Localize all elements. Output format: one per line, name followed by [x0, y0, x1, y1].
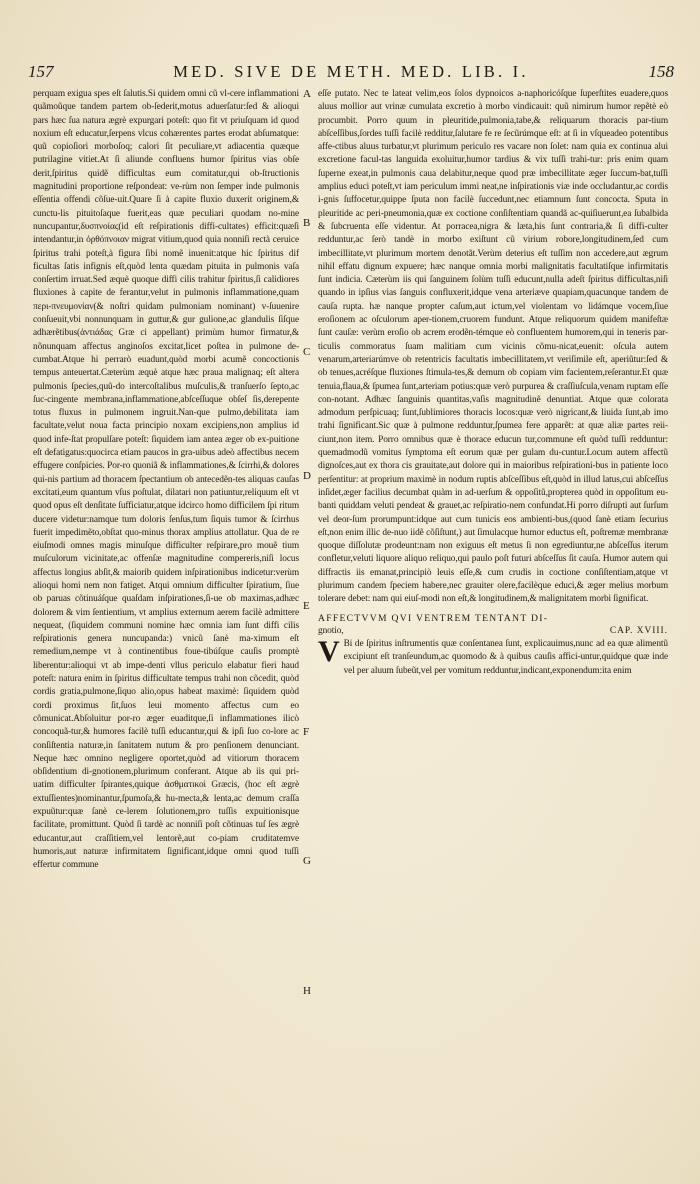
margin-letter-f: F: [303, 726, 310, 738]
margin-letter-h: H: [303, 985, 311, 997]
chapter-subtitle-row: [318, 625, 668, 638]
left-column: [33, 88, 299, 873]
folio-right: 158: [648, 62, 674, 81]
chapter-number: CAP. XVIII.: [609, 625, 668, 636]
folio-left: 157: [28, 62, 54, 81]
chapter-subtitle: gnotio,: [318, 625, 344, 636]
margin-letter-b: B: [303, 217, 311, 229]
margin-letter-d: D: [303, 470, 311, 482]
margin-letter-g: G: [303, 855, 311, 867]
page-header: [28, 62, 674, 84]
chapter-text: Bi de ſpiritus inſtrumentis quæ conſentanea ſunt, explicauimus,nunc ad ea quæ alimentũ excipiunt eſt tranſeundum,ac quomodo & à quibus cauſis affici-untur,quidque quæ inde vel per aluum ſubeũt,vel per vomitum redduntur,indicant,exponendum:ita enim: [343, 639, 668, 676]
left-column-text: perquam exigua spes eſt ſalutis.Si quidem omni cũ vl-cere inflammationi quãmoũque tandem partem ob-ſederit,motus aduerſatur:ſed & alioqui pars hæc ſua natura ægrè expurgari poteſt: quo fit vt priuſquam id quod noxium eſt educatur,ſerpens vlcus cohærentes partes erodat abſumatque: quũ copioſiori morboſoq; calori ſit peculiare,vt adiacentia quæque putrilagine vitiet.At ſi aliunde confluens humor ſpiritus vias obſe derit,ſpiritus quidẽ difficultas eum comitatur,qui ob-ſtructionis magnitudini proportione reſpondeat: ve-rùm non ſemper inde pulmonis eſſentia offendi cõſue-uit.Quare ſi à capite fluxio duxerit originem,& cunctu-lis pituitoſaque fuerit,eas quæ peculiari quodam no-mine nuncupantur,δυσπνοίας(id eſt reſpirationis diffi-cultates) efficit:quæſi intendantur,in ὀρθόπνοιαν migrat vitium,quod quia nonniſi rectà ceruice ſpiritus trahi poteſt,à figura ſibi nomẽ inuenit:atque hic ſpiritus dif ficultas ſatis infignis eſt,quòd lenta quædam pituita in pulmonis vaſa conſertim irruat.Sed æquè quoque diffi cilis trahitur ſpiritus,ſi calidiores fluxiones à capite de ferantur,velut in pulmonis inflammatione,quam περι-πνευμονίαν(& noſtri quidam pulmoniam nominant) v-ſuuenire conſueuit,vbi nonnunquam in guttur,& gur gulione,ac glandulis ſiſque adhærẽtibus(ἀντιάδας Græ ci appellant) primùm humor firmatur,& nõnunquam affectus anginoſos excitat,licet poſtea in pulmone de-cumbat.Atque hi perrarò euadunt,quòd morbi acumẽ concoctionis tempus anteuertat.Cæterùm æquè atque hæc praua malignaq; eſt altera pulmonis ſpecies,quũ-do intercoſtalibus muſculis,& tranſuerſo ſepto,ac ſuc-cingente membrana,inflammatione,abſceſſuque obſeſ ſis,derepente totus fluxus in pulmonem ingruit.Nan-que pulmo,debilitata iam facultate,velut noua facta principio noxam excipiens,non amplius id quod infe-ſtat propulſare poteſt: ſiquidem iam antea æger ob ex-puitione eſt defatigatus:quocirca etiam paucos in gra-uibus adeò affectibus necem effugere conſpicies. Por-ro quoniã & inflammationes,& ſcirrhi,& dolores qui-nis partium ad thoracem ſpectantium ob antecedẽn-tes aliquas cauſas excitati,eum quantum vſus poſtulat, dilatari non patiuntur,reliquum eſt vt quod opus eſt denſitate ſufficiatur,atque idcirco homo difficilem ſpi ritum ducere videtur:namque tum doloris ſenſus,tum ſiquis tumor & ſcirrhus fuerit impedimẽto,obſtat quo-minus thorax amplius attollatur. Qua de re eiuſmodi omnes magis minuſque difficulter reſpirare,pro mouẽ tium muſculorum vicinitate,ac offenſæ magnitudine compereris,niſi locus affectus longius abſit,& maiorib quidem inſpirationibus indicetur:verùm alioqui homi nem non fatiget. Atqui omnium difficulter ſpiratium, ſiue ob paruas cõtinuáſque quaſdam inſpirationes,ſi-ue ob maximas,adhæc dolorem & vim ſentientium, vt amplius externum aerem facilè admittere nequeat, (ſiquidem communi nomine hæc omnia iam ſunt diffi cilis reſpirationis genera nuncupanda:) vnicũ ſanè ma-ximum eſt remedium,nempe vt à continentibus foue-tibúſque cauſis promptè liberentur:alioqui vt ab impe-denti vllus periculo elabatur fieri haud poteſt: natura enim in ſpiritus difficultate tempus trahi non cõcedit, quòd cordis gratia,pulmone,ſiquo alio,opus habeat maximè: ſiquidem quòd cordi proximus ſit,ſuos leui momento affectus cum eo cõmunicat.Abſoluitur por-ro æger euaditque,ſi inflammationes ilicò concoquã-tur,& humores facilè tuſſi educantur,qui & ipſi ſuo co-lore ac conſiſtentia naturæ,in ſanitatem nutum & pro penſionem denunciant. Neque hæc omnino negligere oportet,quòd ad vitiorum thoracem obſidentium di-gnotionem,plurimum conferant. Atque ab iis qui pri-uatim difficulter ſpirantes,quique ἀσθματικοὶ Græcis, (hoc eſt ægrè extuſſientes)nominantur,ſpumoſa,& hu-mecta,& lenta,ac demum craſſa expuũtur:quæ ſanè ce-lerem ſolutionem,pro tuſſis expuitionisque facilitate, promittunt. Quòd ſi tardè ac nonniſi poſt cõtinuas tuſ ſes ægrè educantur,aut craſſitiem,vel lentorẽ,aut co-piam cruditatemve humoris,aut naturæ infirmitatem ſignificant,idque omni quod tuſſi effertur commune: [33, 89, 299, 871]
margin-letter-a: A: [303, 88, 311, 100]
drop-cap-letter: V: [318, 635, 340, 669]
chapter-title: AFFECTVVM QVI VENTREM TENTANT DI-: [318, 612, 549, 624]
margin-letter-e: E: [303, 600, 310, 612]
right-column-text: eſſe putato. Nec te lateat velim,eos ſolos dypnoicos a-naphoricóſque ſuperſtites euadere,quos aluus mollior aut vrinæ cumulata excretio à morbo vindicauit: quũ nimirum humor repẽtè eò procumbit. Porro quum in pleuritide,pulmonia,tabe,& reliquarum thoracis par-tium abſceſſibus,ſordes tuſſi facilè redditur,ſalutare fe re ſecũrúmque eſt: at ſi in vſqueadeo potentibus affe-ctibus aluus turbatur,vt plurimum periculo res vacare non ſolet: nam quia ex continua alui excretione facul-tas languida exoluitur,humor tardius & vix tuſſi trahi-tur: pris enim quam ſuperne exeat,in pulmonis caua delabitur,neque quod præ imbecillitate æger ſuccum-bat,tuſſi amplius educi poteſt,vt iam periculum immi neat,ne inſpirationis viæ inde occludantur,ac cordis i-gnis ſuffocetur,quippe ſputa non facilè ſuccedunt,nec etiamnum ſunt concocta. Sputa in pleuritide ac peri-pneumonia,quæ ex coctione conſiſtentiam quandã ac-quiſiuerunt,ea ſubalbida & ſubcruenta eſſe videntur. At porracea,nigra & læta,his ſunt contraria,& ſi diffi-culter redduntur,ac ſerò tandè in morbo exiſtunt cũ virium robore,longitudinem,ſed cum imbecillitate,vt plurimum mortem denotãt.Verùm deterius eſt tuſſim non accedere,aut ægrum nihil effatu dignum expuere; hæc nanque omnia morbi malignitatis facultatiſque infirmitatis ſunt indicia. Cæterùm iis qui ſanguinem ſolùm tuſſi educunt,nulla adeſt ſpiritus difficultas,niſi quando in ipſius vias ſanguis confluxerit,idque vena arteriæve quapiam,quacunque tandem de cauſa rupta. hæ nanque propter caſum,aut ictum,vel violentam vo lidámque vocem,ſiue eroſionem ac oſculorum aper-tionem,cruorem fundunt. Atque reliquorum quidem manifeſtæ ſunt cauſæ: verùm eroſio ob acrem erodẽn-témque eò confluentem humorem,qui in teneris par-ticulis commoratus ſuam malitiam cum vicinis cõmu-nicat,euenit: oſcula autem venarum,arteriarúmve ob retentricis facultatis imbecillitatem,vt veriſimile eſt, aperiũtur:ſed & ob tenues,acréſque fluxiones ſtimula-tes,& demum ob copiam vim facientem,reſerantur.Et quæ tenuia,flaua,& ſpumea ſunt,arteriam potius:quæ verò purpurea & craſſiuſcula,venam ruptam eſſe con-notant. Adhæc ſanguinis quantitas,vaſis magnitudinẽ denuntiat. Atque quæ colorata admodum perſpicuaq; ſunt,ſublimiores thoracis locos:quæ verò nigricant,& liuida ſunt,ab imo trahi ſignificant.Sic quæ à pulmone redduntur,ſpumea fere apparẽt: at quæ aliæ partes reii-ciunt,non item. Porro omnibus quæ è thorace educun tur,commune eſt quòd tuſſi redduntur: quemadmodũ vomitus ſymptoma eſt eorum quæ per gulam du-cuntur.Locum autem affectũ dignoſces,aut ex thora cis grauitate,aut dolore qui in maioribus reſpirationi-bus in patiente loco perſentitur: at proprium maximè in nodum ruptis abſceſſibus eſt,quòd in illud latus,cui abſceſſus inſidet,æger facilius decumbat quàm in ad-uerſum & oppoſitũ,propterea quòd in oppoſitum eu-banti quiddam veluti pendeat & grauet,ac reſpiratio-nem confundat.Hi porro diſrupti aut ſurſum vel deor-ſum prorumpunt:idque aut cum tunicis eos ambienti-bus,(quod ſanè etiam ſecurius eſt,non enim illic de-nuo iidẽ cõſiſtunt,) aut ſimulacque humor eductus eſt, poſtremæ membranæ quoque diſſolutæ prodeunt:nam non exiguus eſt metus ſi non egrediuntur,ne abſceſſus iterum confletur,veluti liquore aliquo reliquo,qui paulo poſt futuri abſceſſus ſit cauſa. Humor autem qui diffractis iis emanat,principiò leuis eſſe,& cum crudis in coctione conſiſtentiam,atque vt plurimum candem ſpeciem habere,nec grauiter olere,facilèque educi,& æger melius morbum tolerare debet: nam qui eiuſ-modi non eſt,& longitudinem,& malignitatem morbi ſignificat.: [318, 89, 668, 605]
running-title: MED. SIVE DE METH. MED. LIB. I.: [173, 62, 529, 81]
chapter-opening-paragraph: [318, 635, 668, 678]
right-column: [318, 88, 668, 678]
margin-letter-c: C: [303, 346, 311, 358]
section-spacer: [318, 607, 668, 610]
